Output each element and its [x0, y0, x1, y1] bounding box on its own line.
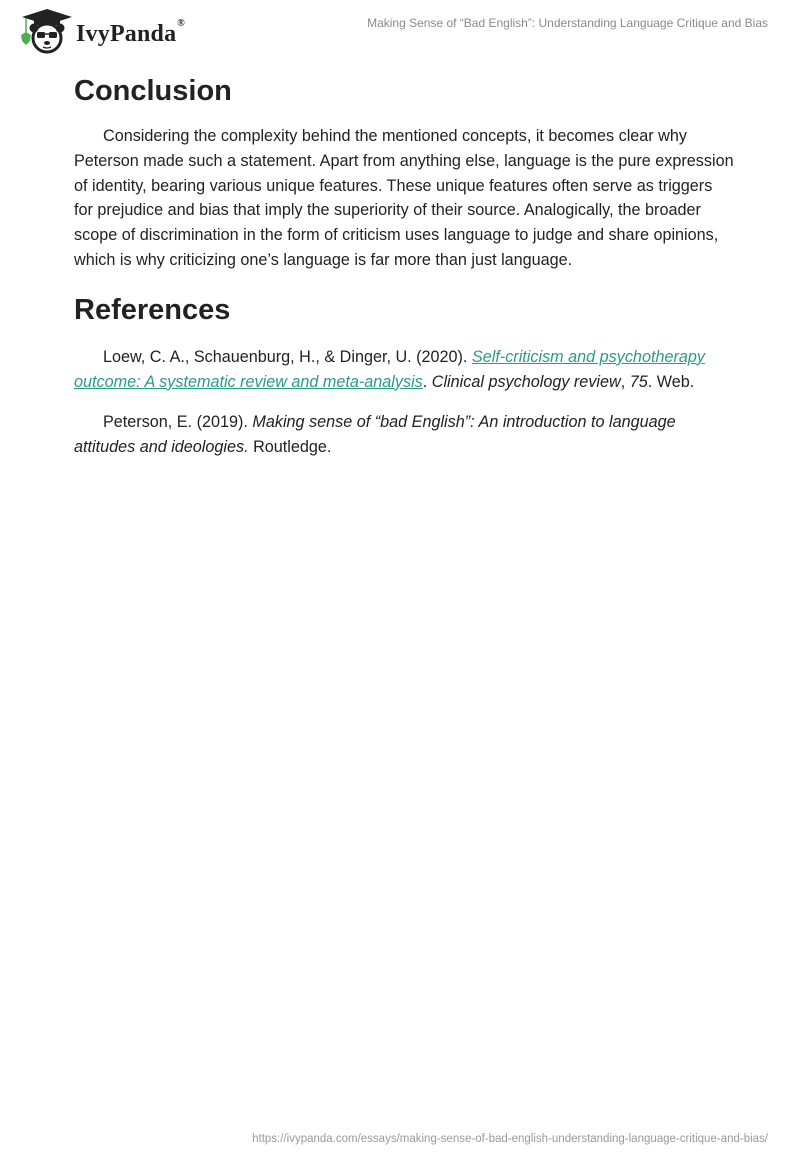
running-title: Making Sense of “Bad English”: Understanding Language Critique and Bias — [367, 16, 768, 30]
reference-title-link[interactable]: Self-criticism and psychotherapy outcome: A systematic review and meta-analysis — [74, 347, 705, 391]
references-heading: References — [74, 293, 231, 326]
reference-item — [74, 345, 734, 395]
reference-journal: Clinical psychology review — [431, 372, 621, 391]
document-body — [74, 70, 734, 476]
footer-url[interactable]: https://ivypanda.com/essays/making-sense-of-bad-english-understanding-language-critique-and-bias/ — [252, 1133, 768, 1145]
reference-separator: . — [422, 372, 432, 391]
reference-item — [74, 410, 734, 460]
conclusion-heading: Conclusion — [74, 75, 232, 107]
conclusion-paragraph: Considering the complexity behind the mentioned concepts, it becomes clear why Peterson made such a statement. Apart from anything else, language is the pure expression of identity, bearing various unique features. These unique features often serve as triggers for prejudice and bias that imply the superiority of their source. Analogically, the broader scope of discrimination in the form of criticism uses language to judge and share opinions, which is why criticizing one’s language is far more than just language. — [74, 127, 734, 269]
reference-authors: Peterson, E. (2019). — [103, 413, 253, 432]
reference-authors: Loew, C. A., Schauenburg, H., & Dinger, U. (2020). — [103, 347, 472, 366]
ivypanda-logo[interactable] — [14, 8, 185, 54]
reference-tail: . Web. — [647, 372, 695, 391]
reference-tail: Routledge. — [248, 438, 332, 457]
page-header — [0, 0, 800, 60]
reference-separator: , — [620, 372, 630, 391]
panda-graduate-icon — [14, 8, 74, 54]
reference-volume: 75 — [629, 372, 648, 391]
logo-wordmark: IvyPanda® — [76, 17, 185, 47]
reference-title: Making sense of “bad English”: An introduction to language attitudes and ideologies. — [74, 413, 676, 457]
